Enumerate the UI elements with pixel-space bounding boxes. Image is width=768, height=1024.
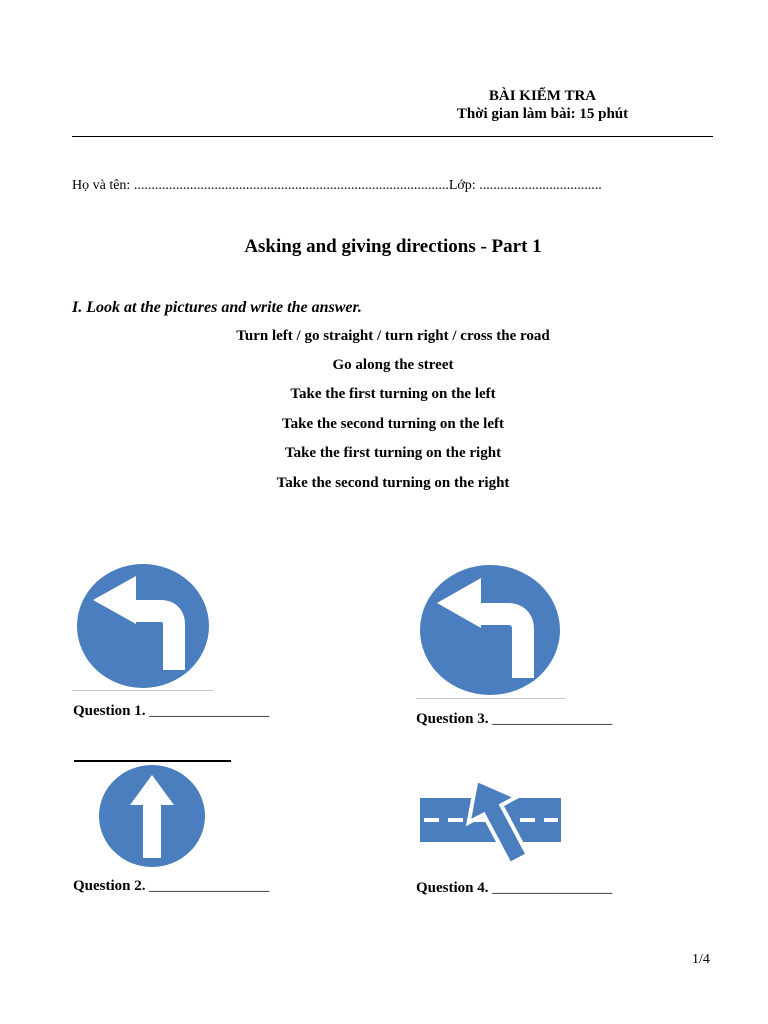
page-title: Asking and giving directions - Part 1 [244,236,542,257]
section-heading: I. Look at the pictures and write the answer. [72,299,362,316]
header-divider [72,136,713,137]
answer-line [74,760,231,762]
phrase-item: Turn left / go straight / turn right / cross the road [236,328,550,344]
test-title: BÀI KIỂM TRA [488,88,597,104]
question-label: Question 2. [73,878,150,894]
question-label: Question 4. [416,880,493,896]
question-2 [73,878,269,895]
name-label: Họ và tên: [72,178,134,193]
name-field[interactable]: .......................................................................................... [133,178,449,193]
answer-line [72,690,213,691]
turn-left-sign-icon [76,563,210,689]
cross-road-icon [420,772,562,866]
page-number: 1/4 [692,952,710,967]
answer-blank[interactable]: ________________ [492,711,613,727]
class-label: Lớp: [448,178,480,193]
go-straight-sign-icon [98,764,206,868]
question-label: Question 1. [73,703,150,719]
question-3 [416,711,612,728]
test-duration: Thời gian làm bài: 15 phút [456,106,629,122]
phrase-item: Take the first turning on the right [284,445,502,461]
phrase-item: Take the second turning on the left [282,416,504,432]
class-field[interactable]: ................................... [479,178,602,193]
question-4 [416,880,612,897]
turn-left-sign-icon [419,564,561,696]
phrase-item: Take the first turning on the left [290,386,496,402]
answer-blank[interactable]: ________________ [149,703,270,719]
question-1 [73,703,269,720]
answer-line [416,698,565,699]
answer-blank[interactable]: ________________ [492,880,613,896]
phrase-item: Take the second turning on the right [276,475,510,491]
phrase-item: Go along the street [332,357,454,373]
question-label: Question 3. [416,711,493,727]
answer-blank[interactable]: ________________ [149,878,270,894]
student-info-row [72,178,713,194]
